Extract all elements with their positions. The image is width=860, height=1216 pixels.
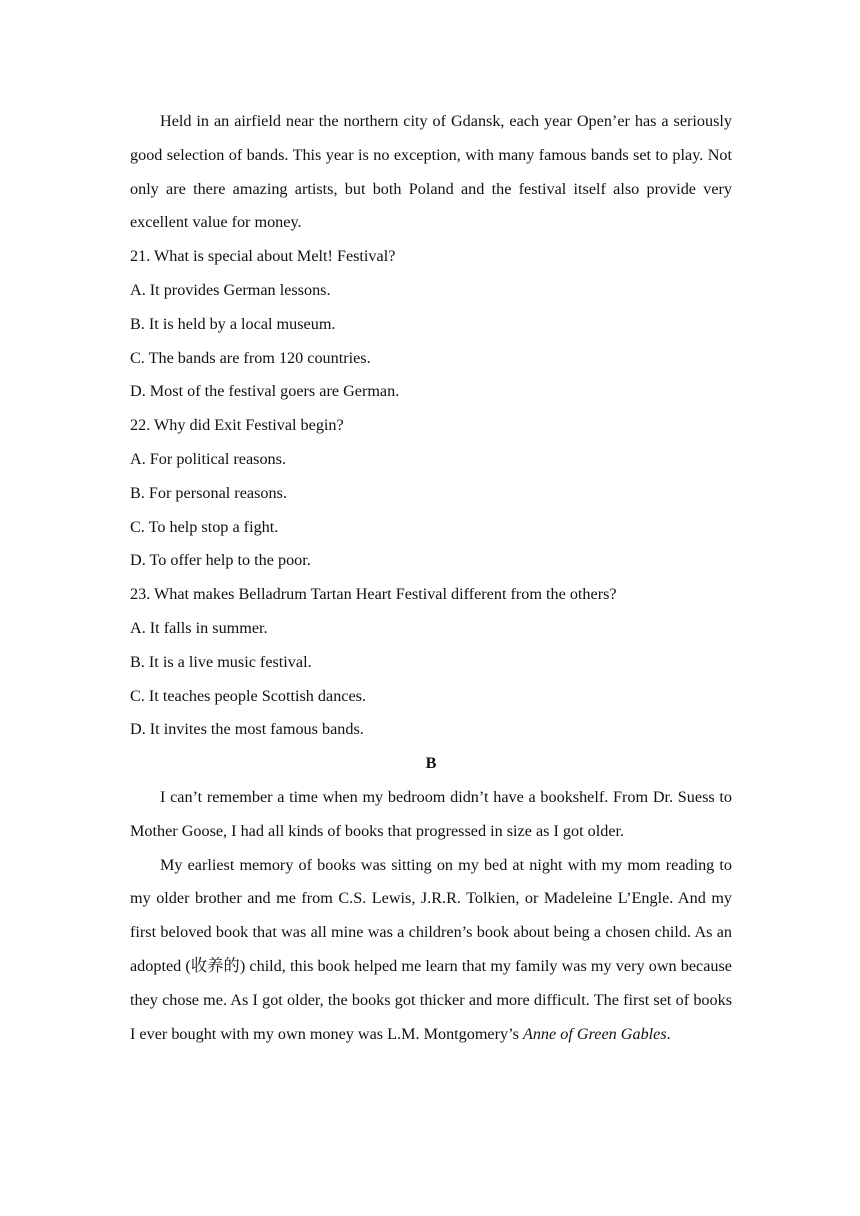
option-a: A. It falls in summer. [130,618,268,637]
option-d: D. Most of the festival goers are German. [130,382,400,401]
option-b: B. For personal reasons. [130,483,287,502]
option-c: C. It teaches people Scottish dances. [130,686,366,705]
question-stem: 21. What is special about Melt! Festival? [130,247,396,266]
option-c: C. The bands are from 120 countries. [130,348,371,367]
option-d: D. It invites the most famous bands. [130,720,364,739]
question-stem: 22. Why did Exit Festival begin? [130,416,344,435]
option-a: A. It provides German lessons. [130,280,331,299]
passage-paragraph [130,849,732,1052]
option-c: C. To help stop a fight. [130,517,279,536]
option-b: B. It is held by a local museum. [130,314,336,333]
section-heading: B [425,754,437,773]
question-stem: 23. What makes Belladrum Tartan Heart Festival different from the others? [130,585,617,604]
document-page [130,105,732,1051]
question-23 [130,578,732,747]
book-title: Anne of Green Gables [522,1024,667,1043]
paragraph-text: My earliest memory of books was sitting on my bed at night with my mom reading to my older brother and me from C.S. Lewis, J.R.R. Tolkien, or Madeleine L’Engle. And my first beloved book that was all mine was a children’s book about being a chosen child. As an adopted (收养的) child, this book helped me learn that my family was my very own because they chose me. As I got older, the books got thicker and more difficult. The first set of books I ever bought with my own money was L.M. Montgomery’s [130,855,732,1043]
passage-paragraph: I can’t remember a time when my bedroom didn’t have a bookshelf. From Dr. Suess to Mother Goose, I had all kinds of books that progressed in size as I got older. [130,787,732,840]
question-22 [130,409,732,578]
option-d: D. To offer help to the poor. [130,551,311,570]
question-21 [130,240,732,409]
option-b: B. It is a live music festival. [130,652,312,671]
passage-paragraph: Held in an airfield near the northern city of Gdansk, each year Open’er has a seriously good selection of bands. This year is no exception, with many famous bands set to play. Not only are there amazing artists, but both Poland and the festival itself also provide very excellent value for money. [130,112,732,232]
paragraph-end: . [666,1024,671,1043]
option-a: A. For political reasons. [130,449,287,468]
